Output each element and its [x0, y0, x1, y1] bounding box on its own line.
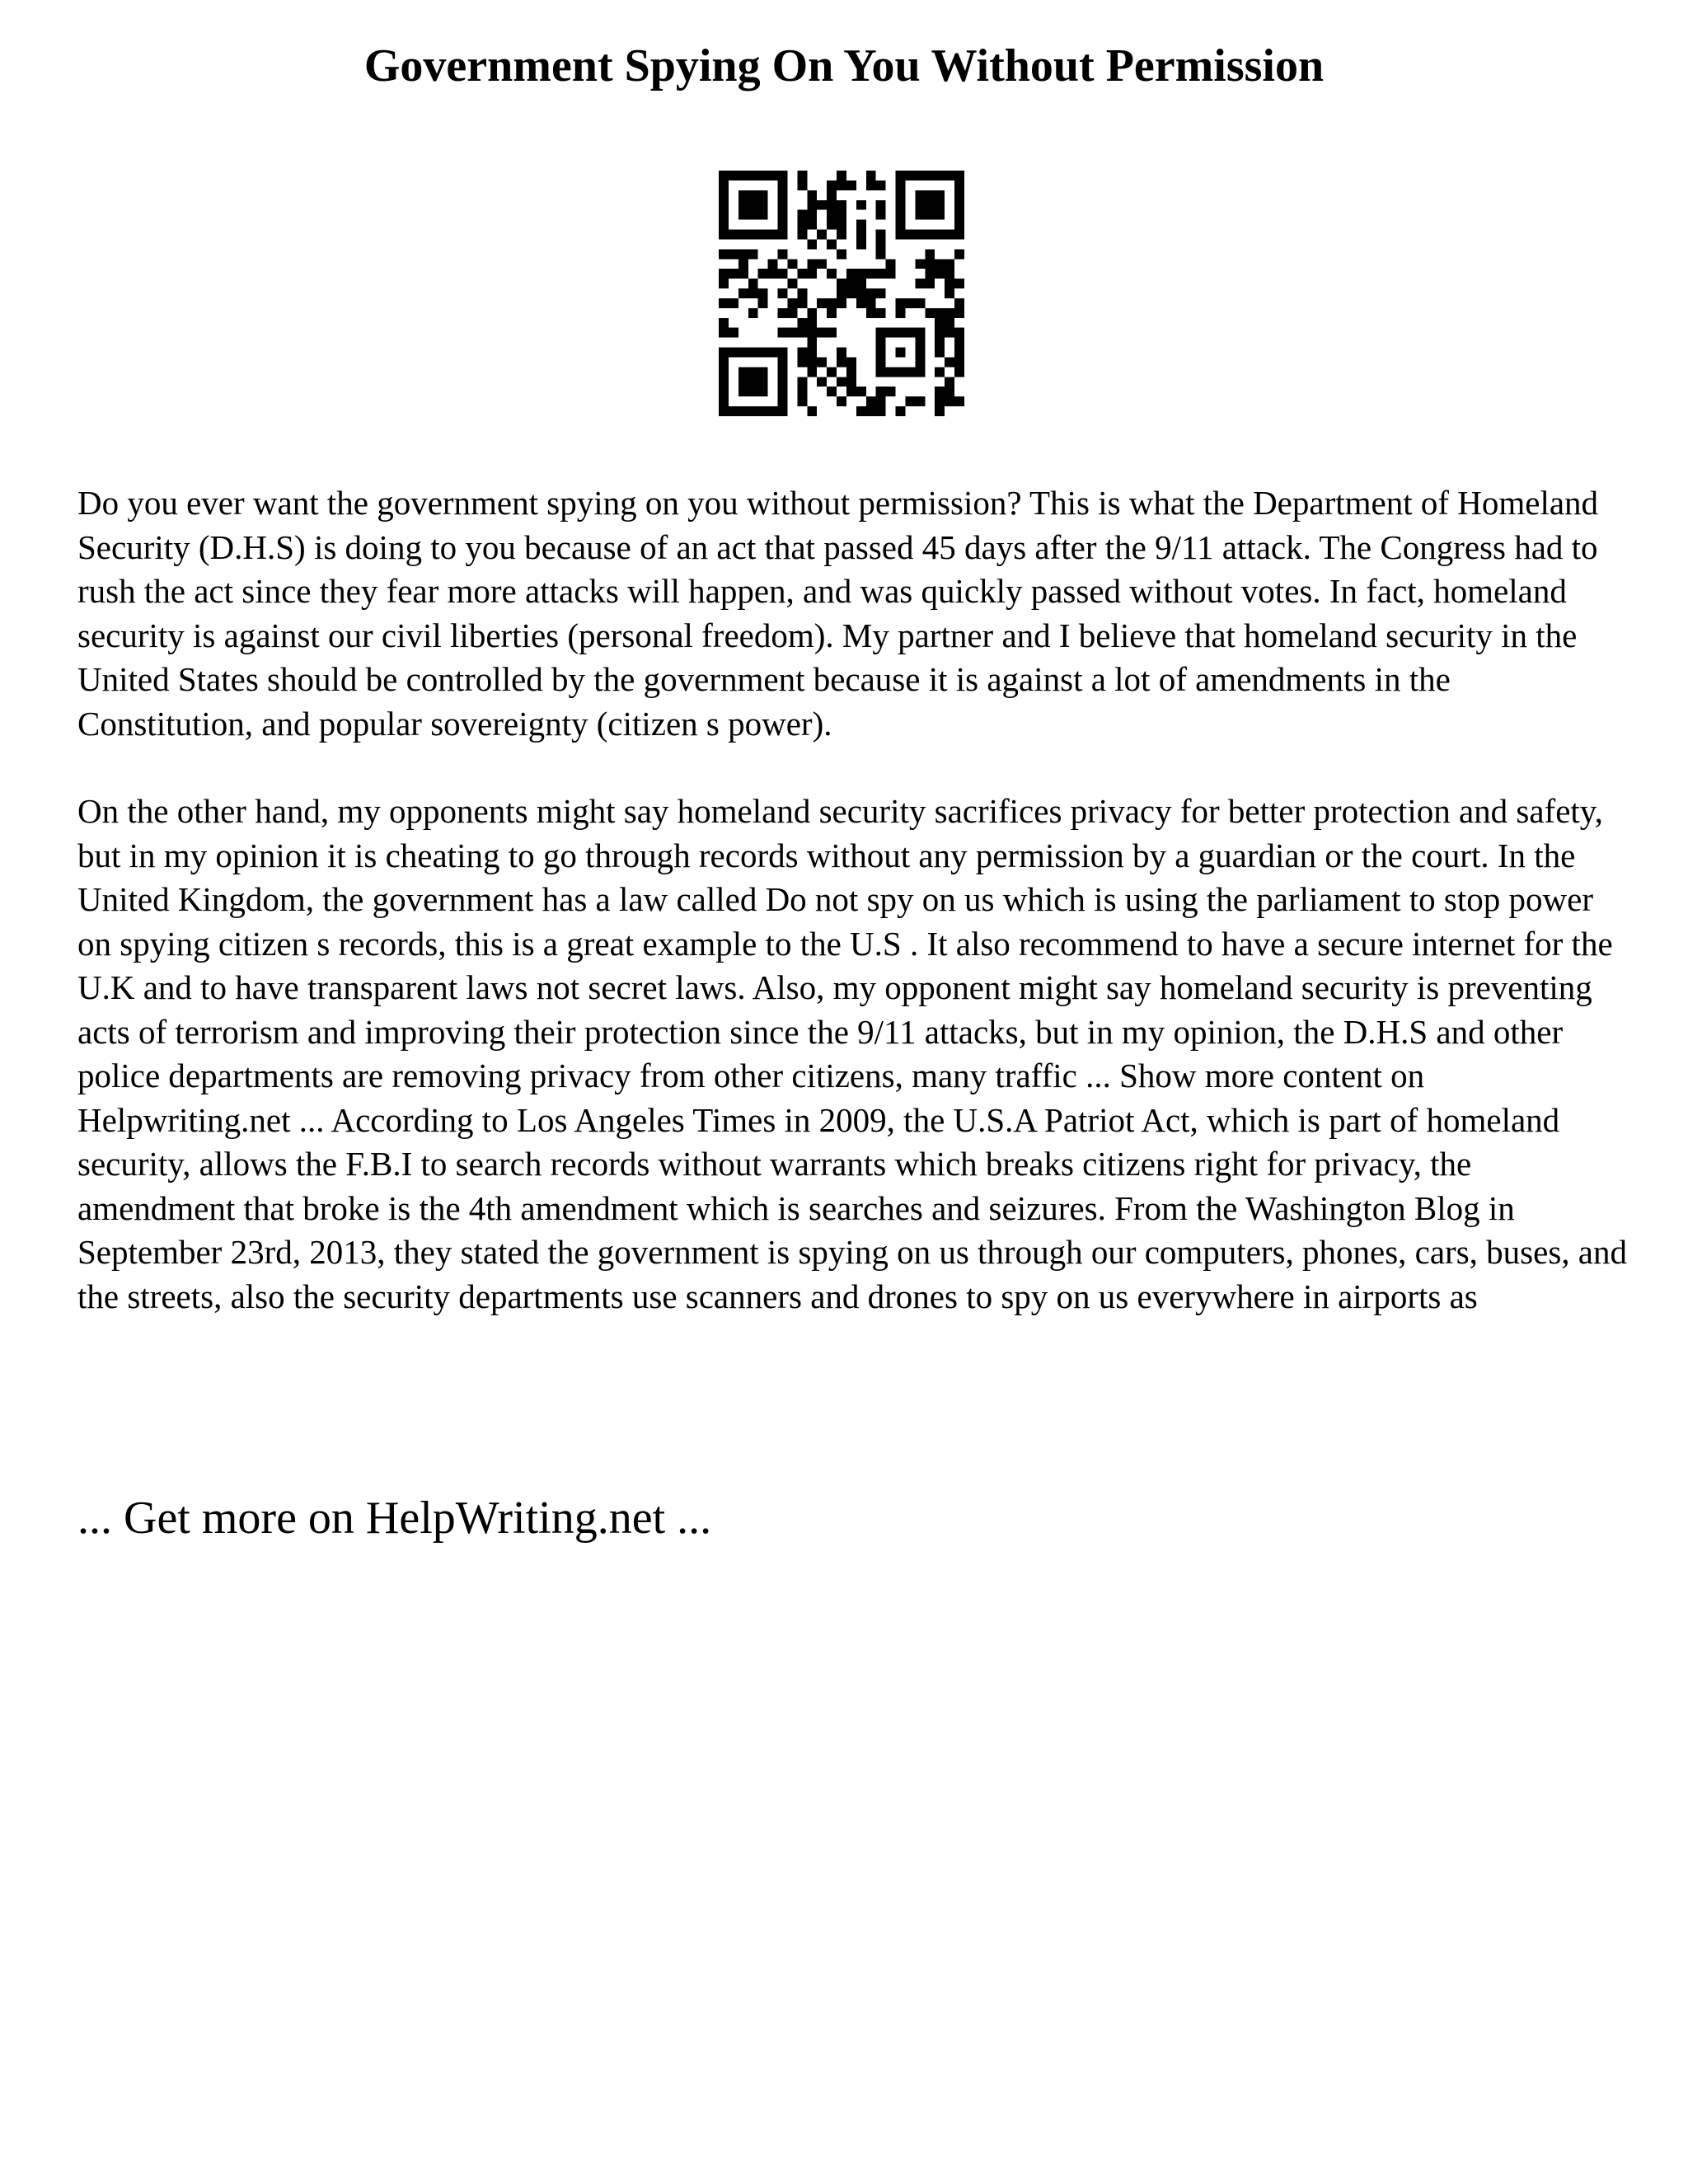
- article-body: [77, 481, 1627, 1362]
- document-title: Government Spying On You Without Permission: [363, 40, 1325, 91]
- get-more-link[interactable]: ... Get more on HelpWriting.net ...: [77, 1493, 712, 1544]
- paragraph-2: On the other hand, my opponents might say homeland security sacrifices privacy for better protection and safety, but in my opinion it is cheating to go through records without any permission by a guardian or the court. In the United Kingdom, the government has a law called Do not spy on us which is using the parliament to stop power on spying citizen s records, this is a great example to the U.S . It also recommend to have a secure internet for the U.K and to have transparent laws not secret laws. Also, my opponent might say homeland security is preventing acts of terrorism and improving their protection since the 9/11 attacks, but in my opinion, the D.H.S and other police departments are removing privacy from other citizens, many traffic ... Show more content on Helpwriting.net ... According to Los Angeles Times in 2009, the U.S.A Patriot Act, which is part of homeland security, allows the F.B.I to search records without warrants which breaks citizens right for privacy, the amendment that broke is the 4th amendment which is searches and seizures. From the Washington Blog in September 23rd, 2013, they stated the government is spying on us through our computers, phones, cars, buses, and the streets, also the security departments use scanners and drones to spy on us everywhere in airports as: [77, 792, 1627, 1315]
- qr-code-icon: [719, 171, 964, 416]
- paragraph-1: Do you ever want the government spying on you without permission? This is what the Department of Homeland Security (D.H.S) is doing to you because of an act that passed 45 days after the 9/11 attack. The Congress had to rush the act since they fear more attacks will happen, and was quickly passed without votes. In fact, homeland security is against our civil liberties (personal freedom). My partner and I believe that homeland security in the United States should be controlled by the government because it is against a lot of amendments in the Constitution, and popular sovereignty (citizen s power).: [77, 484, 1599, 743]
